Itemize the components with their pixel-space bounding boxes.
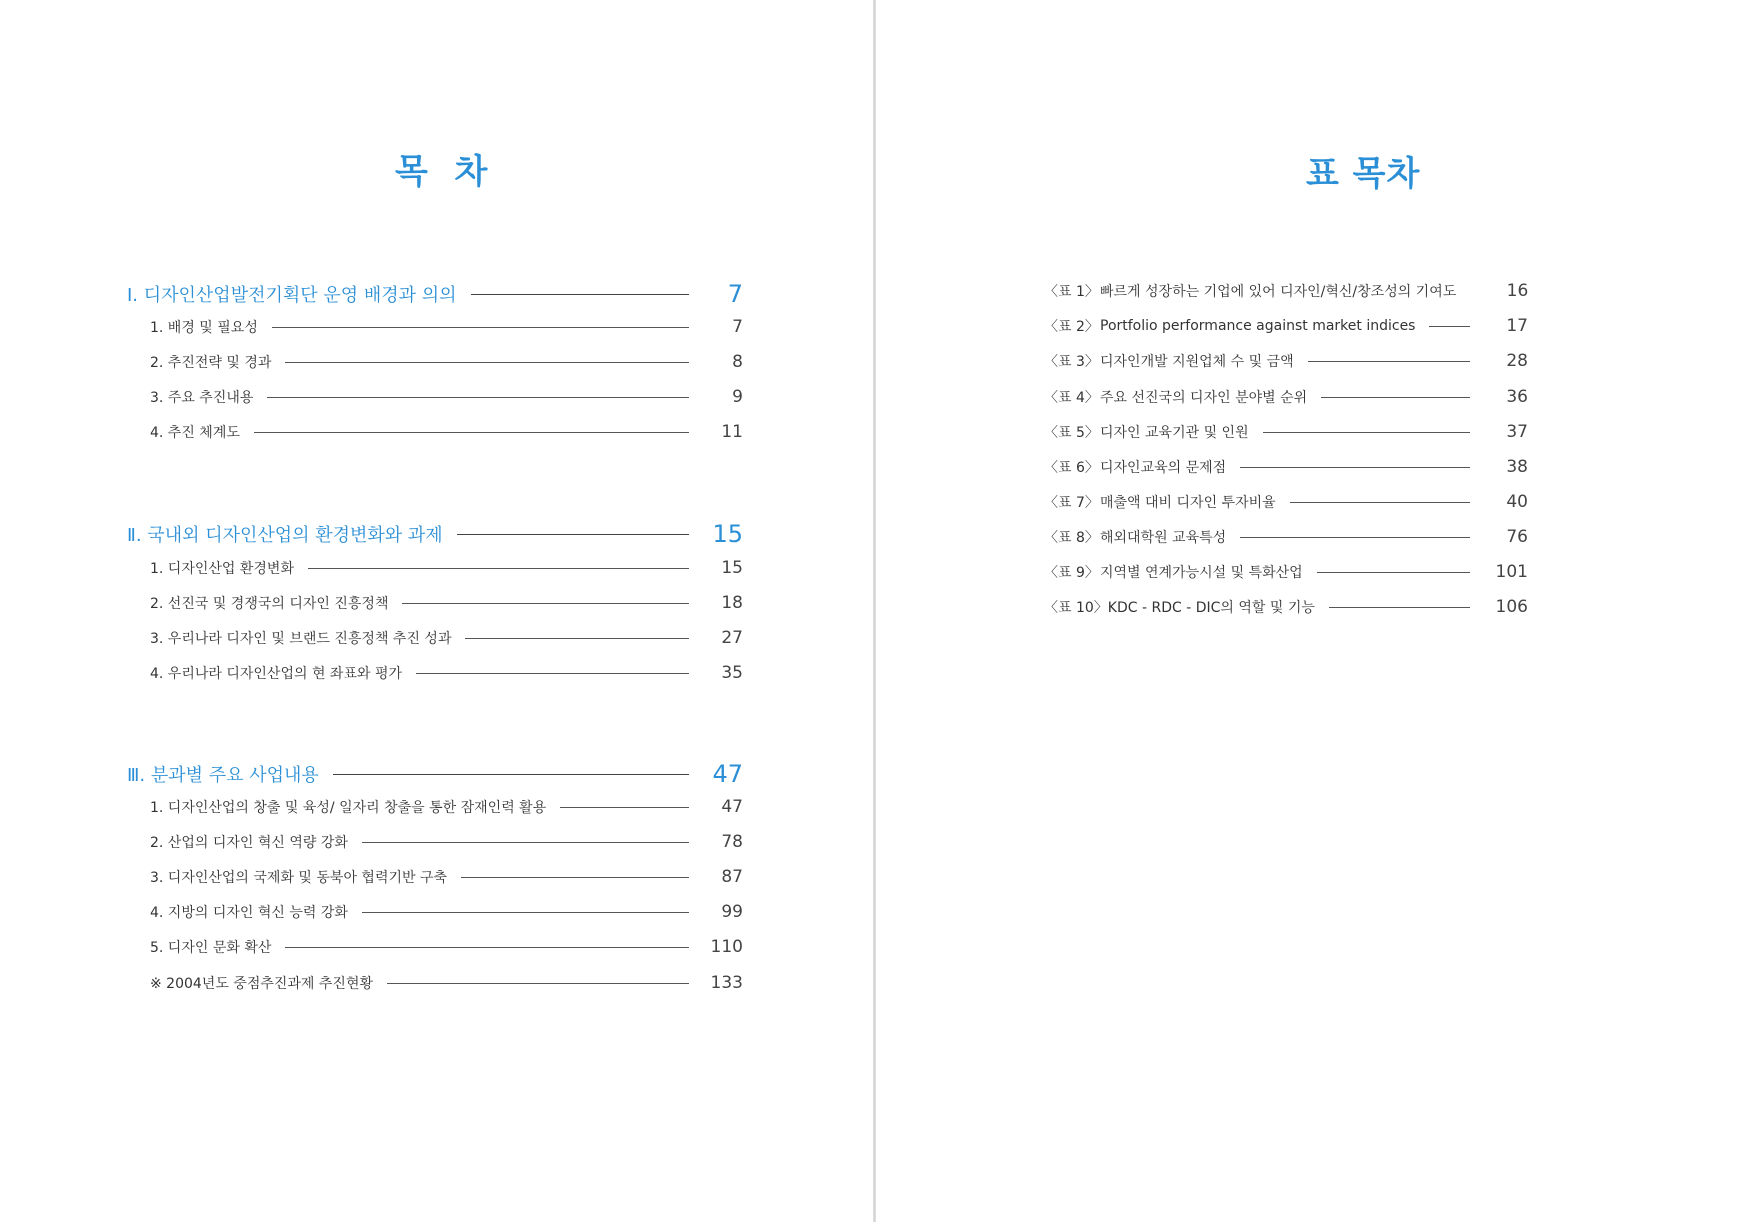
section-title: 5. 디자인 문화 확산 bbox=[150, 940, 272, 956]
section-page-number: 18 bbox=[721, 593, 743, 613]
table-number: 〈표 1〉 bbox=[1044, 284, 1099, 300]
toc-section-3-2[interactable] bbox=[150, 827, 743, 857]
section-page-number: 9 bbox=[732, 387, 743, 407]
section-page-number: 15 bbox=[721, 558, 743, 578]
section-title: 3. 디자인산업의 국제화 및 동북아 협력기반 구축 bbox=[150, 870, 448, 886]
section-title: 4. 우리나라 디자인산업의 현 좌표와 평가 bbox=[150, 666, 402, 682]
table-entry-8[interactable] bbox=[1044, 522, 1528, 552]
table-entry-1[interactable] bbox=[1044, 276, 1528, 306]
leader-line bbox=[254, 432, 689, 433]
table-number: 〈표 3〉 bbox=[1044, 354, 1099, 370]
table-title: 지역별 연계가능시설 및 특화산업 bbox=[1100, 565, 1303, 581]
toc-section-3-4[interactable] bbox=[150, 897, 743, 927]
table-page-number: 40 bbox=[1506, 492, 1528, 512]
leader-line bbox=[1321, 397, 1470, 398]
leader-line bbox=[1263, 432, 1470, 433]
leader-line bbox=[471, 294, 689, 295]
table-page-number: 37 bbox=[1506, 422, 1528, 442]
table-page-number: 28 bbox=[1506, 351, 1528, 371]
toc-chapter-3[interactable] bbox=[127, 756, 743, 792]
table-entry-5[interactable] bbox=[1044, 417, 1528, 447]
leader-line bbox=[416, 673, 689, 674]
leader-line bbox=[1308, 361, 1470, 362]
table-entry-4[interactable] bbox=[1044, 382, 1528, 412]
leader-line bbox=[560, 807, 689, 808]
chapter-title: Ⅱ. 국내외 디자인산업의 환경변화와 과제 bbox=[127, 525, 443, 546]
right-page bbox=[876, 0, 1751, 1222]
table-number: 〈표 9〉 bbox=[1044, 565, 1099, 581]
table-title: KDC - RDC - DIC의 역할 및 기능 bbox=[1107, 600, 1315, 616]
table-number: 〈표 6〉 bbox=[1044, 460, 1099, 476]
leader-line bbox=[308, 568, 689, 569]
section-page-number: 35 bbox=[721, 663, 743, 683]
section-page-number: 87 bbox=[721, 867, 743, 887]
leader-line bbox=[1329, 607, 1470, 608]
leader-line bbox=[285, 947, 689, 948]
table-page-number: 17 bbox=[1506, 316, 1528, 336]
table-number: 〈표 10〉 bbox=[1044, 600, 1108, 616]
chapter-page-number: 15 bbox=[712, 520, 743, 548]
table-title: Portfolio performance against market indices bbox=[1100, 318, 1416, 334]
section-page-number: 133 bbox=[710, 973, 743, 993]
section-title: 2. 산업의 디자인 혁신 역량 강화 bbox=[150, 835, 348, 851]
leader-line bbox=[387, 983, 689, 984]
leader-line bbox=[457, 534, 689, 535]
section-title: ※ 2004년도 중점추진과제 추진현황 bbox=[150, 976, 373, 992]
toc-section-2-4[interactable] bbox=[150, 658, 743, 688]
table-title: 디자인교육의 문제점 bbox=[1100, 460, 1227, 476]
table-entry-9[interactable] bbox=[1044, 557, 1528, 587]
table-number: 〈표 8〉 bbox=[1044, 530, 1099, 546]
leader-line bbox=[1290, 502, 1470, 503]
table-number: 〈표 4〉 bbox=[1044, 390, 1099, 406]
toc-section-2-2[interactable] bbox=[150, 588, 743, 618]
table-title: 빠르게 성장하는 기업에 있어 디자인/혁신/창조성의 기여도 bbox=[1100, 284, 1457, 300]
toc-section-2-3[interactable] bbox=[150, 623, 743, 653]
section-page-number: 27 bbox=[721, 628, 743, 648]
table-title: 디자인 교육기관 및 인원 bbox=[1100, 425, 1249, 441]
left-page bbox=[0, 0, 874, 1222]
table-page-number: 38 bbox=[1506, 457, 1528, 477]
chapter-title: Ⅰ. 디자인산업발전기획단 운영 배경과 의의 bbox=[127, 285, 457, 306]
toc-chapter-2[interactable] bbox=[127, 516, 743, 552]
table-title: 매출액 대비 디자인 투자비율 bbox=[1100, 495, 1276, 511]
table-toc-title: 표 목차 bbox=[1306, 154, 1421, 194]
table-page-number: 106 bbox=[1495, 597, 1528, 617]
chapter-page-number: 7 bbox=[727, 280, 743, 308]
table-entry-7[interactable] bbox=[1044, 487, 1528, 517]
chapter-page-number: 47 bbox=[712, 760, 743, 788]
toc-section-1-1[interactable] bbox=[150, 312, 743, 342]
toc-section-3-5[interactable] bbox=[150, 932, 743, 962]
section-page-number: 99 bbox=[721, 902, 743, 922]
leader-line bbox=[272, 327, 689, 328]
toc-section-1-4[interactable] bbox=[150, 417, 743, 447]
section-page-number: 7 bbox=[732, 317, 743, 337]
toc-section-3-1[interactable] bbox=[150, 792, 743, 822]
section-title: 3. 우리나라 디자인 및 브랜드 진흥정책 추진 성과 bbox=[150, 631, 452, 647]
leader-line bbox=[465, 638, 689, 639]
leader-line bbox=[362, 842, 689, 843]
leader-line bbox=[333, 774, 689, 775]
leader-line bbox=[267, 397, 689, 398]
table-entry-6[interactable] bbox=[1044, 452, 1528, 482]
table-number: 〈표 2〉 bbox=[1044, 319, 1099, 335]
section-page-number: 78 bbox=[721, 832, 743, 852]
leader-line bbox=[1429, 326, 1470, 327]
toc-chapter-1[interactable] bbox=[127, 276, 743, 312]
table-entry-10[interactable] bbox=[1044, 592, 1528, 622]
chapter-title: Ⅲ. 분과별 주요 사업내용 bbox=[127, 765, 319, 786]
section-title: 4. 추진 체계도 bbox=[150, 425, 240, 441]
table-title: 주요 선진국의 디자인 분야별 순위 bbox=[1100, 390, 1308, 406]
leader-line bbox=[1240, 467, 1470, 468]
toc-section-1-2[interactable] bbox=[150, 347, 743, 377]
toc-section-1-3[interactable] bbox=[150, 382, 743, 412]
table-page-number: 76 bbox=[1506, 527, 1528, 547]
leader-line bbox=[402, 603, 689, 604]
section-title: 2. 추진전략 및 경과 bbox=[150, 355, 272, 371]
table-entry-3[interactable] bbox=[1044, 346, 1528, 376]
toc-section-2-1[interactable] bbox=[150, 553, 743, 583]
leader-line bbox=[1240, 537, 1470, 538]
table-entry-2[interactable] bbox=[1044, 311, 1528, 341]
table-title: 디자인개발 지원업체 수 및 금액 bbox=[1100, 354, 1294, 370]
section-title: 1. 디자인산업의 창출 및 육성/ 일자리 창출을 통한 잠재인력 활용 bbox=[150, 800, 547, 816]
toc-section-3-note[interactable] bbox=[150, 968, 743, 998]
table-number: 〈표 7〉 bbox=[1044, 495, 1099, 511]
section-page-number: 110 bbox=[710, 937, 743, 957]
section-page-number: 11 bbox=[721, 422, 743, 442]
leader-line bbox=[461, 877, 689, 878]
section-title: 2. 선진국 및 경쟁국의 디자인 진흥정책 bbox=[150, 596, 389, 612]
leader-line bbox=[362, 912, 689, 913]
section-page-number: 8 bbox=[732, 352, 743, 372]
table-title: 해외대학원 교육특성 bbox=[1100, 530, 1227, 546]
leader-line bbox=[285, 362, 689, 363]
table-page-number: 36 bbox=[1506, 387, 1528, 407]
section-title: 4. 지방의 디자인 혁신 능력 강화 bbox=[150, 905, 348, 921]
toc-title: 목 차 bbox=[395, 152, 489, 192]
section-title: 1. 배경 및 필요성 bbox=[150, 320, 258, 336]
table-number: 〈표 5〉 bbox=[1044, 425, 1099, 441]
table-page-number: 16 bbox=[1506, 281, 1529, 301]
toc-section-3-3[interactable] bbox=[150, 862, 743, 892]
section-title: 1. 디자인산업 환경변화 bbox=[150, 561, 294, 577]
leader-line bbox=[1317, 572, 1470, 573]
table-page-number: 101 bbox=[1495, 562, 1528, 582]
section-title: 3. 주요 추진내용 bbox=[150, 390, 254, 406]
section-page-number: 47 bbox=[721, 797, 743, 817]
